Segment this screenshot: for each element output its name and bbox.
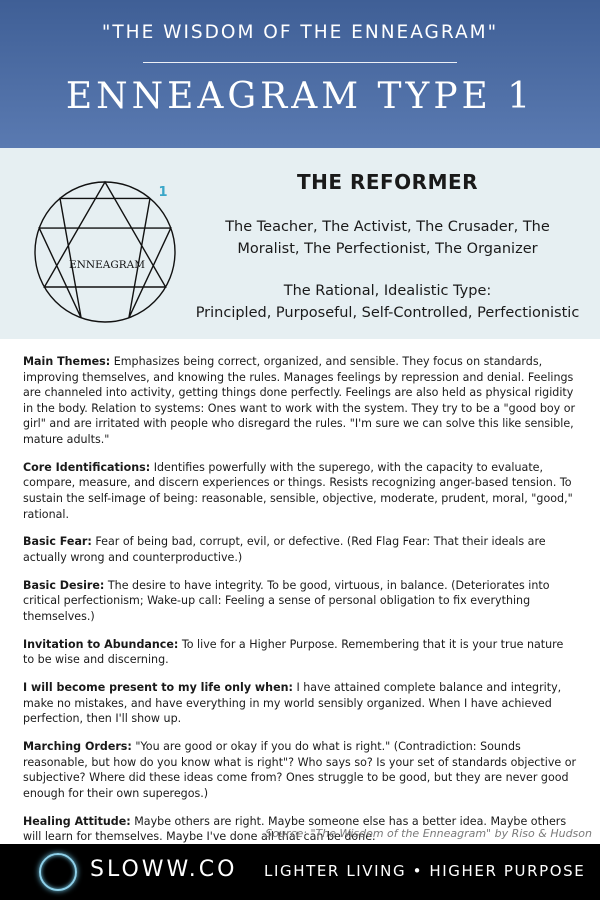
enneagram-circle [35,182,175,322]
section-label: Invitation to Abundance: [23,637,179,651]
section-core-identifications [23,460,577,522]
section-label: Basic Desire: [23,578,105,592]
source-citation: Source: "The Wisdom of the Enneagram" by Riso & Hudson [265,827,592,840]
section-label: Main Themes: [23,355,111,368]
type-description-line: The Rational, Idealistic Type: [283,283,492,299]
type-name: THE REFORMER [296,170,479,194]
header-banner [0,0,600,148]
type-number: 1 [158,185,168,200]
enneagram-diagram [17,166,193,324]
section-text: Maybe others are right. Maybe someone else has a better idea. Maybe others will learn for themselves. Maybe I've done all that can be done. [23,814,567,844]
brand-name[interactable]: SLOWW.CO [90,857,238,882]
section-invitation-to-abundance [23,637,577,668]
intro-band [0,148,600,339]
section-text: Fear of being bad, corrupt, evil, or defective. (Red Flag Fear: That their ideals are actually wrong and counterproductive.) [23,535,546,564]
brand-tagline: LIGHTER LIVING • HIGHER PURPOSE [264,862,586,880]
section-marching-orders [23,739,577,801]
section-label: I will become present to my life only when: [23,681,293,695]
book-title: "THE WISDOM OF THE ENNEAGRAM" [101,22,499,43]
section-text: I have attained complete balance and integrity, make no mistakes, and have everything in my world sensibly organized. When I have achieved perfection, then I'll show up. [23,681,562,726]
sections-list [23,354,577,857]
type-description [180,280,595,324]
section-label: Core Identifications: [23,460,151,474]
type-aliases: The Teacher, The Activist, The Crusader, The Moralist, The Perfectionist, The Organizer [225,219,550,257]
section-basic-desire [23,578,577,625]
section-label: Basic Fear: [23,535,92,549]
header-divider [143,62,457,63]
section-present-when [23,680,577,727]
ring-logo-icon [39,853,77,891]
section-text: Identifies powerfully with the superego, with the capacity to evaluate, compare, measure, and discern experiences or things. Resists recognizing anger-based tension. To sustain the self-image of being: reasonable, sensible, objective, moderate, prudent, moral, "good," rational. [23,460,573,521]
section-main-themes [23,354,577,448]
type-description-traits: Principled, Purposeful, Self-Controlled, Perfectionistic [195,305,580,321]
section-text: The desire to have integrity. To be good, virtuous, in balance. (Deteriorates into critical perfectionism; Wake-up call: Feeling a sense of personal obligation to fix everything themselves.) [23,578,550,623]
section-text: "You are good or okay if you do what is right." (Contradiction: Sounds reasonable, but how do you know what is right"? Who says so? Is your set of standards objective or subjective? Where did these ideas come from? Ones struggle to be good, but they are never good enough for their own superegos.) [23,740,577,800]
section-label: Healing Attitude: [23,814,131,828]
section-text: Emphasizes being correct, organized, and sensible. They focus on standards, improving themselves, and knowing the rules. Manages feelings by repression and denial. Feelings are channeled into activity, getting things done perfectly. Feelings are also held as physical rigidity in the body. Relation to systems: Ones want to work with the system. They try to be a "good boy or girl" and are irritated with people who disregard the rules. "I'm sure we can solve this like sensible, mature adults." [23,355,576,446]
page-title: ENNEAGRAM TYPE 1 [65,76,535,117]
footer-bar [0,844,600,900]
section-label: Marching Orders: [23,740,132,753]
section-text: To live for a Higher Purpose. Remembering that it is your true nature to be wise and discerning. [23,637,564,667]
section-basic-fear [23,534,577,565]
diagram-label: ENNEAGRAM [69,259,145,271]
